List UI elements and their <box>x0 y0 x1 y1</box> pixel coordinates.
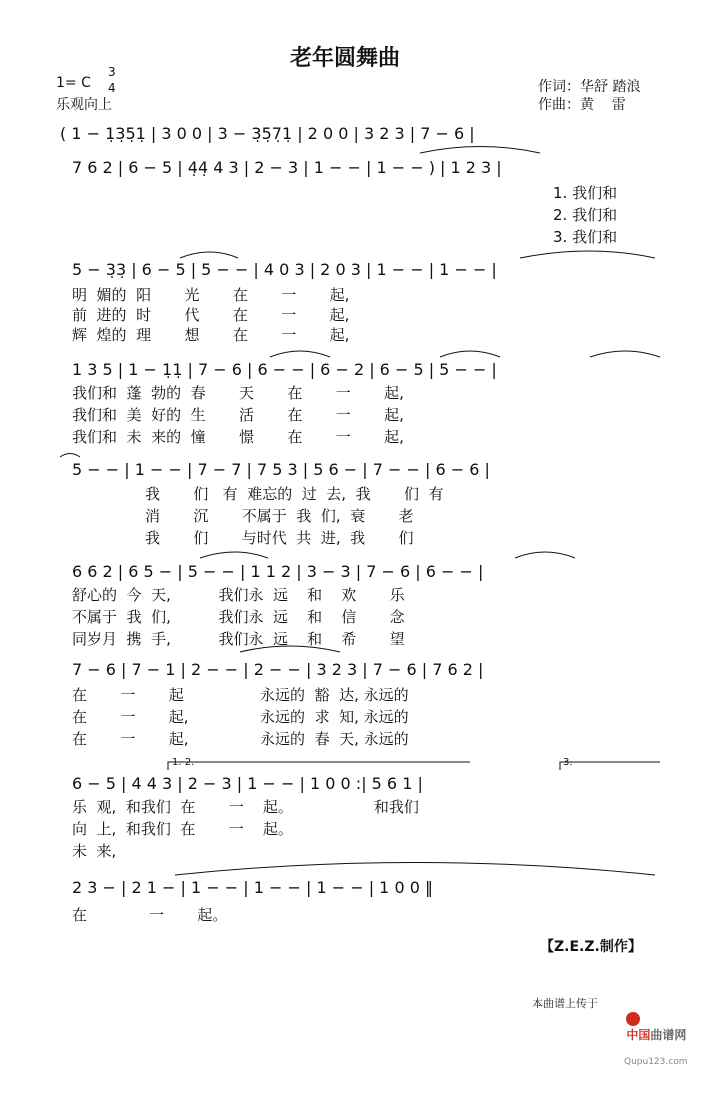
key-signature: 1= C <box>56 75 91 91</box>
volta-second-ending: 3. <box>563 757 573 768</box>
footer-upload-text: 本曲谱上传于 <box>532 997 598 1010</box>
lyric-line-4-3: 我们和 未 来的 憧 憬 在 一 起, <box>72 428 404 446</box>
slur <box>200 552 268 558</box>
transcriber-credit: 【Z.E.Z.制作】 <box>540 939 642 955</box>
staff-line-1: ( 1 − 1̣3̣5̣1̣ | 3 0 0 | 3 − 3̣5̣7̣1̣ | 2 0 0 | 3 2 3 | 7 − 6 | <box>60 124 475 143</box>
lyric-line-3-2: 前 进的 时 代 在 一 起, <box>72 306 350 324</box>
lyric-line-8-1: 乐 观, 和我们 在 一 起。 和我们 <box>72 798 419 816</box>
staff-line-7: 7 − 6 | 7 − 1 | 2 − − | 2 − − | 3 2 3 | 7 − 6 | 7 6 2 | <box>72 660 484 679</box>
tempo-marking: 乐观向上 <box>56 97 112 113</box>
logo-text-cn2: 曲谱网 <box>650 1028 687 1042</box>
staff-line-2: 7 6 2 | 6 − 5 | 4̣4̣ 4 3 | 2 − 3 | 1 − − | 1 − − ) | 1 2 3 | <box>72 158 502 177</box>
lyric-line-7-3: 在 一 起, 永远的 春 天, 永远的 <box>72 730 409 748</box>
slur <box>515 552 575 558</box>
lyric-line-4-2: 我们和 美 好的 生 活 在 一 起, <box>72 406 404 424</box>
staff-line-6: 6 6 2 | 6 5 − | 5 − − | 1 1 2 | 3 − 3 | 7 − 6 | 6 − − | <box>72 562 484 581</box>
slur <box>520 251 655 258</box>
lyric-line-3-3: 辉 煌的 理 想 在 一 起, <box>72 326 350 344</box>
lyric-line-5-3: 我 们 与时代 共 进, 我 们 <box>145 529 414 547</box>
verse-prefix-1: 1. 我们和 <box>553 184 618 202</box>
lyric-line-3-1: 明 媚的 阳 光 在 一 起, <box>72 286 350 304</box>
lyric-line-7-1: 在 一 起 永远的 豁 达, 永远的 <box>72 686 409 704</box>
staff-line-8: 6 − 5 | 4 4 3 | 2 − 3 | 1 − − | 1 0 0 :| 5 6 1 | <box>72 774 423 793</box>
lyric-line-8-3: 未 来, <box>72 842 117 860</box>
slur <box>240 646 340 652</box>
slur <box>420 147 540 154</box>
slur <box>60 454 80 458</box>
volta-bracket-1 <box>168 762 470 770</box>
slur <box>440 351 500 357</box>
volta-first-ending: 1. 2. <box>172 757 195 768</box>
composer-credit: 作曲：黄 雷 <box>538 97 626 113</box>
lyric-line-7-2: 在 一 起, 永远的 求 知, 永远的 <box>72 708 409 726</box>
slur <box>270 351 330 357</box>
volta-bracket-2 <box>560 762 660 770</box>
slur <box>590 351 660 357</box>
lyric-line-8-2: 向 上, 和我们 在 一 起。 <box>72 820 293 838</box>
lyricist-credit: 作词：华舒 踏浪 <box>538 79 641 95</box>
lyric-line-5-1: 我 们 有 难忘的 过 去, 我 们 有 <box>145 485 444 503</box>
verse-prefix-2: 2. 我们和 <box>553 206 618 224</box>
slur <box>175 863 655 876</box>
logo-text-cn: 中国 <box>626 1028 651 1042</box>
logo-url: Qupu123.com <box>624 1057 688 1067</box>
staff-line-4: 1 3 5 | 1 − 1̣1̣ | 7 − 6 | 6 − − | 6 − 2 | 6 − 5 | 5 − − | <box>72 360 497 379</box>
time-signature-top: 3 <box>108 65 116 79</box>
staff-line-9: 2 3 − | 2 1 − | 1 − − | 1 − − | 1 − − | 1 0 0 ‖ <box>72 878 433 897</box>
lyric-line-4-1: 我们和 蓬 勃的 春 天 在 一 起, <box>72 384 404 402</box>
staff-line-5: 5 − − | 1 − − | 7 − 7 | 7 5 3 | 5 6 − | 7 − − | 6 − 6 | <box>72 460 490 479</box>
verse-prefix-3: 3. 我们和 <box>553 228 618 246</box>
lyric-line-6-2: 不属于 我 们, 我们永 远 和 信 念 <box>72 608 405 626</box>
lyric-line-5-2: 消 沉 不属于 我 们, 衰 老 <box>145 507 414 525</box>
score-title: 老年圆舞曲 <box>290 46 401 71</box>
staff-line-3: 5 − 3̣3̣ | 6 − 5 | 5 − − | 4 0 3 | 2 0 3 | 1 − − | 1 − − | <box>72 260 497 279</box>
slur <box>180 252 238 258</box>
lyric-line-6-3: 同岁月 携 手, 我们永 远 和 希 望 <box>72 630 405 648</box>
time-signature-bottom: 4 <box>108 81 116 95</box>
lyric-line-9-1: 在 一 起。 <box>72 906 228 924</box>
lyric-line-6-1: 舒心的 今 天, 我们永 远 和 欢 乐 <box>72 586 405 604</box>
